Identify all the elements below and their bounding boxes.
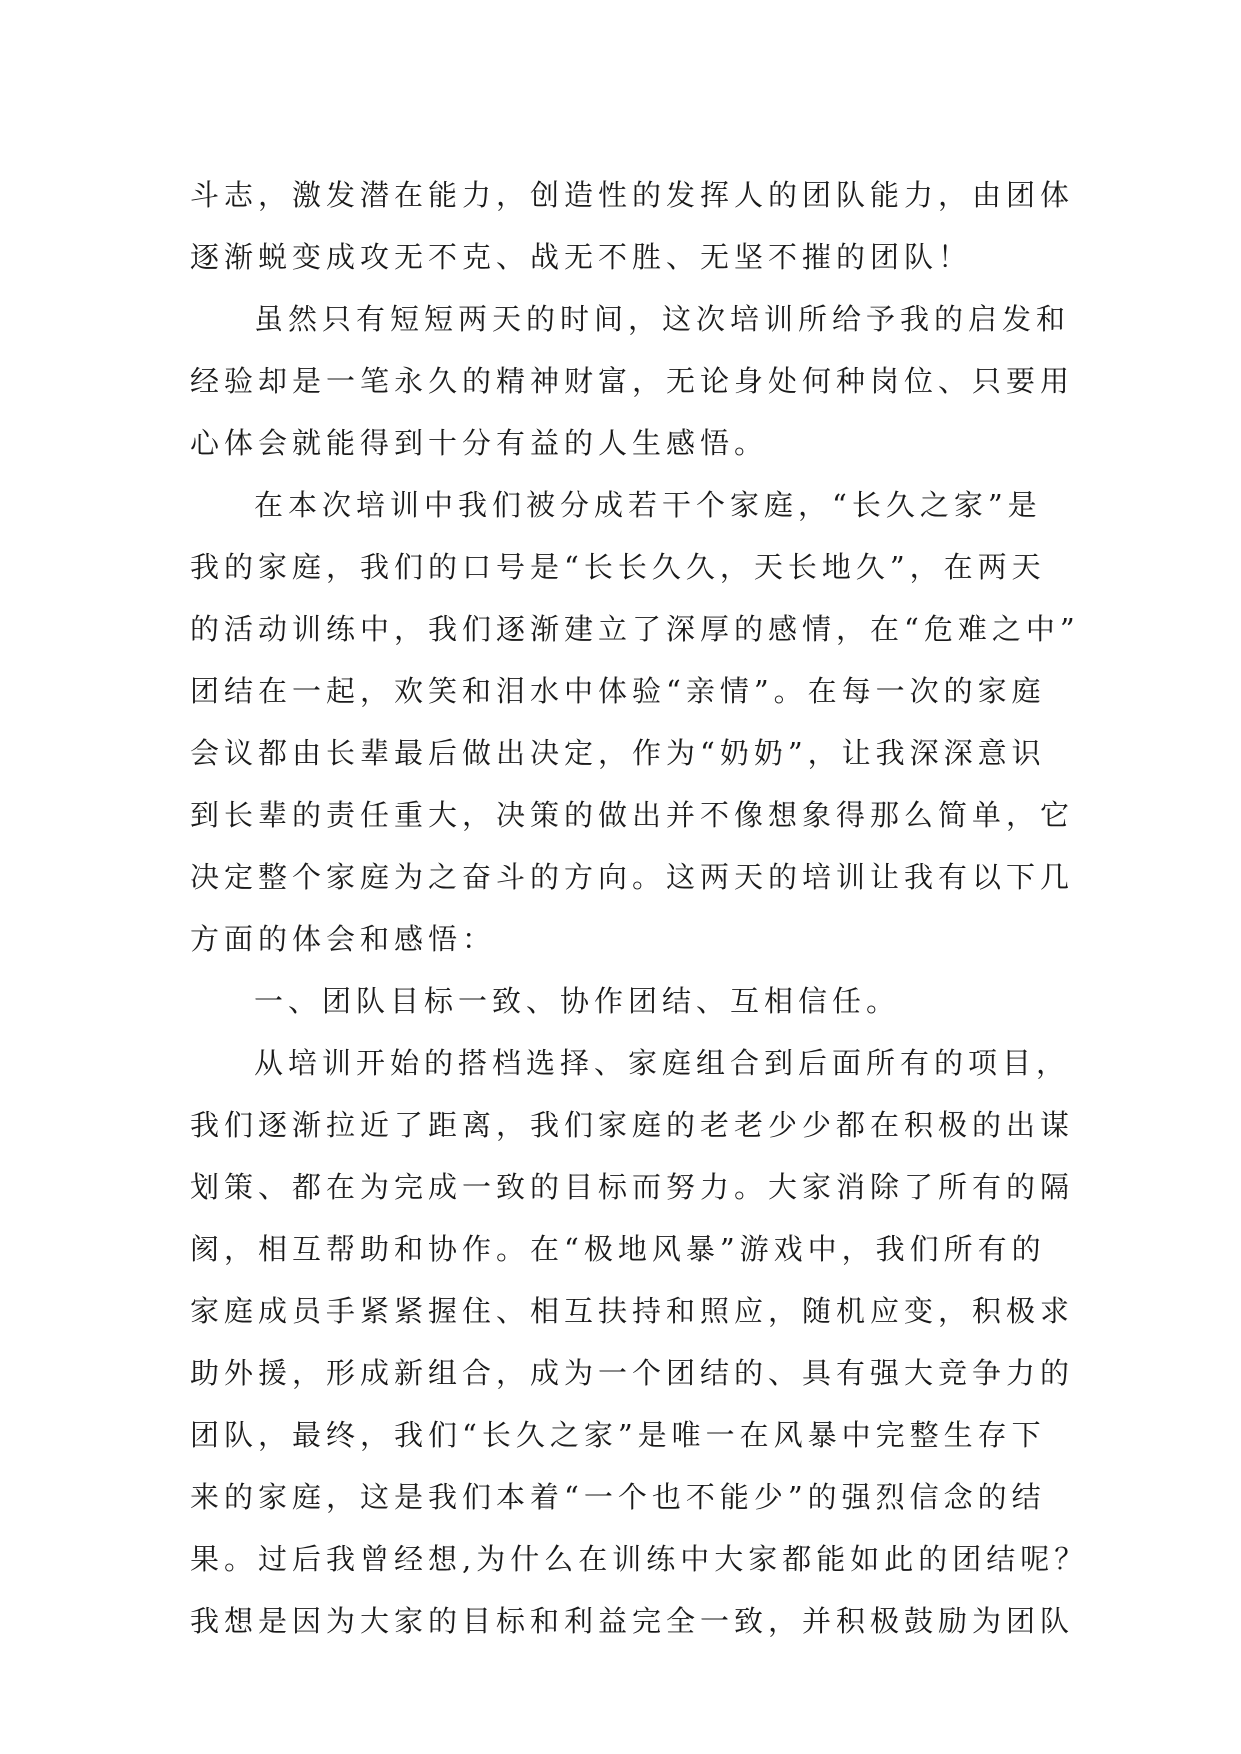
text-line: 会议都由长辈最后做出决定，作为“奶奶”，让我深深意识 [190,736,1046,770]
text-line: 一、团队目标一致、协作团结、互相信任。 [254,984,901,1018]
text-line: 我想是因为大家的目标和利益完全一致，并积极鼓励为团队 [190,1604,1075,1638]
text-line: 到长辈的责任重大，决策的做出并不像想象得那么简单，它 [190,798,1075,832]
text-line: 方面的体会和感悟： [190,922,497,956]
text-line: 斗志，激发潜在能力，创造性的发挥人的团队能力，由团体 [190,178,1075,212]
text-line: 决定整个家庭为之奋斗的方向。这两天的培训让我有以下几 [190,860,1075,894]
text-line: 果。过后我曾经想,为什么在训练中大家都能如此的团结呢？ [190,1542,1089,1576]
text-line: 我的家庭，我们的口号是“长长久久，天长地久”，在两天 [190,550,1046,584]
text-line: 经验却是一笔永久的精神财富，无论身处何种岗位、只要用 [190,364,1075,398]
text-line: 来的家庭，这是我们本着“一个也不能少”的强烈信念的结 [190,1480,1046,1514]
text-line: 划策、都在为完成一致的目标而努力。大家消除了所有的隔 [190,1170,1075,1204]
text-line: 家庭成员手紧紧握住、相互扶持和照应，随机应变，积极求 [190,1294,1075,1328]
text-line: 虽然只有短短两天的时间，这次培训所给予我的启发和 [254,302,1071,336]
text-line: 的活动训练中，我们逐渐建立了深厚的感情，在“危难之中” [190,612,1080,646]
text-line: 逐渐蜕变成攻无不克、战无不胜、无坚不摧的团队！ [190,240,973,274]
text-line: 团队，最终，我们“长久之家”是唯一在风暴中完整生存下 [190,1418,1046,1452]
text-line: 从培训开始的搭档选择、家庭组合到后面所有的项目， [254,1046,1071,1080]
text-line: 我们逐渐拉近了距离，我们家庭的老老少少都在积极的出谋 [190,1108,1075,1142]
body-text [190,164,1089,1652]
text-line: 心体会就能得到十分有益的人生感悟。 [190,426,769,460]
text-line: 团结在一起，欢笑和泪水中体验“亲情”。在每一次的家庭 [190,674,1046,708]
text-line: 在本次培训中我们被分成若干个家庭，“长久之家”是 [254,488,1042,522]
text-line: 助外援，形成新组合，成为一个团结的、具有强大竞争力的 [190,1356,1075,1390]
text-line: 阂，相互帮助和协作。在“极地风暴”游戏中，我们所有的 [190,1232,1046,1266]
